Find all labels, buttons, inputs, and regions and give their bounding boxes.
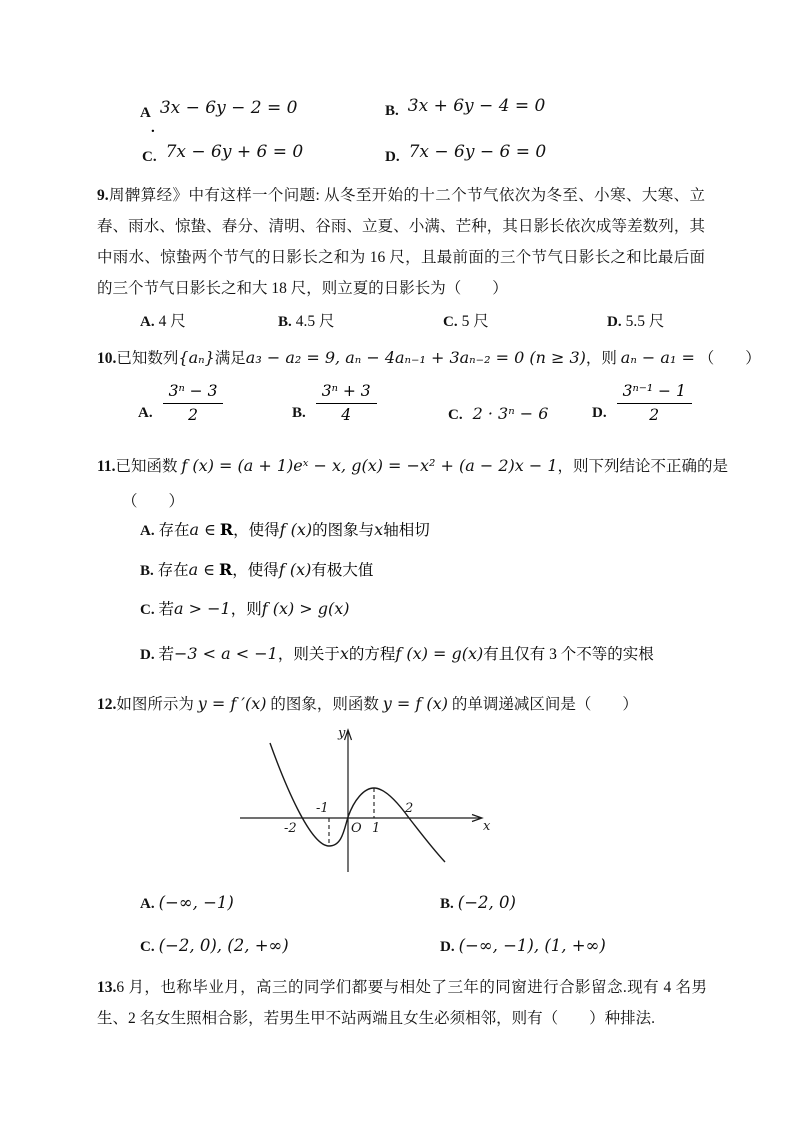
question-13	[97, 972, 707, 1034]
q8-option-b-label: B.	[385, 103, 399, 119]
q11-option-b-label: B.	[140, 563, 154, 579]
q10-option-b-label: B.	[292, 405, 306, 422]
origin-label: O	[351, 821, 362, 836]
q11-option-b-text3: 有极大值	[311, 562, 374, 579]
q12-text-2: 的图象，则函数	[270, 696, 379, 713]
q11-text-1: 已知函数	[115, 458, 178, 475]
q10-seq-notation: {aₙ}	[178, 348, 215, 367]
q10-option-a-label: A.	[138, 405, 153, 422]
q11-option-c-text: 若	[158, 601, 174, 618]
q11-option-a-label: A.	[140, 523, 155, 539]
real-set-symbol: R	[219, 520, 234, 539]
q10-option-d-fraction	[617, 381, 692, 425]
q8-option-a-period: .	[151, 120, 155, 136]
q11-option-b	[140, 558, 373, 580]
q11-option-a-text4: 轴相切	[383, 522, 430, 539]
q9-option-a-text: 4 尺	[158, 313, 186, 330]
q10-question-formula: aₙ − a₁ =	[620, 348, 695, 367]
q11-option-d-math: −3 < a < −1	[173, 644, 278, 663]
q11-option-a	[140, 518, 430, 540]
fraction-numerator: 3ⁿ + 3	[316, 381, 377, 404]
q9-text: 周髀算经》中有这样一个问题: 从冬至开始的十二个节气依次为冬至、小寒、大寒、立春、雨水、惊蛰、春分、清明、谷雨、立夏、小满、芒种，其日影长依次成等差数列，其中雨水、惊蛰两个节气的日影长之和为 16 尺，且最前面的三个节气日影长之和比最后面的三个节气日影长之和大 18 尺，则立夏的日影长为（ ）	[97, 187, 705, 297]
q11-option-d	[140, 642, 654, 664]
q8-option-b-formula: 3x + 6y − 4 = 0	[407, 96, 546, 116]
q10-option-c	[448, 381, 548, 427]
q12-text-1: 如图所示为	[116, 696, 194, 713]
q12-option-d-label: D.	[440, 939, 455, 955]
q10-option-b	[292, 381, 377, 425]
q11-option-d-text: 若	[158, 646, 174, 663]
q11-option-c-math: a > −1	[173, 599, 231, 618]
q11-option-c	[140, 597, 350, 619]
q11-option-c-math2: f (x) > g(x)	[261, 599, 350, 618]
q9-option-b-text: 4.5 尺	[295, 313, 335, 330]
q10-text-1: 已知数列	[116, 350, 179, 367]
q9-options	[0, 306, 794, 330]
tick-label-1: 1	[372, 821, 381, 836]
q11-option-b-text: 存在	[157, 562, 189, 579]
tick-label-neg1: -1	[316, 801, 329, 816]
q12-option-c-label: C.	[140, 939, 155, 955]
q9-option-a-label: A.	[140, 314, 155, 330]
q11-answer-paren: （ ）	[122, 493, 185, 510]
q11-option-a-math3: x	[374, 520, 384, 539]
question-10	[97, 342, 761, 374]
q12-option-c	[140, 936, 289, 956]
q12-derivative-formula: y = f ′(x)	[197, 694, 267, 713]
q12-option-d	[440, 936, 606, 956]
q11-option-b-math: a ∈	[188, 560, 216, 579]
q9-option-c-text: 5 尺	[461, 313, 489, 330]
q12-option-b	[440, 893, 516, 913]
q12-number: 12.	[97, 696, 117, 713]
question-11	[97, 450, 728, 482]
q9-option-d	[607, 306, 664, 337]
q9-option-b-label: B.	[278, 314, 292, 330]
fraction-denominator: 2	[188, 406, 198, 425]
derivative-curve	[270, 743, 445, 862]
q11-option-a-text2: ，使得	[233, 522, 280, 539]
q12-option-a	[140, 893, 234, 913]
q9-option-a	[140, 306, 186, 337]
question-9	[97, 180, 705, 304]
fraction-numerator: 3ⁿ⁻¹ − 1	[617, 381, 692, 404]
q8-option-d	[385, 142, 546, 166]
q10-recurrence-formula: a₃ − a₂ = 9, aₙ − 4aₙ₋₁ + 3aₙ₋₂ = 0 (n ≥ 3)	[245, 348, 586, 367]
fraction-denominator: 4	[341, 406, 352, 425]
q8-option-a-label: A	[140, 105, 151, 121]
q11-option-c-label: C.	[140, 602, 155, 618]
fraction-numerator: 3ⁿ − 3	[163, 381, 224, 404]
q8-option-d-label: D.	[385, 149, 400, 165]
q10-number: 10.	[97, 350, 117, 367]
q10-option-c-label: C.	[448, 407, 463, 423]
q9-option-d-text: 5.5 尺	[625, 313, 665, 330]
q10-answer-paren: （ ）	[698, 350, 761, 367]
q13-number: 13.	[97, 979, 117, 996]
q9-option-b	[278, 306, 335, 337]
q10-option-c-formula: 2 · 3ⁿ − 6	[472, 404, 549, 423]
q8-option-a-formula: 3x − 6y − 2 = 0	[159, 98, 298, 118]
q12-option-b-label: B.	[440, 896, 454, 912]
q11-option-a-math2: f (x)	[279, 520, 313, 539]
real-set-symbol: R	[219, 560, 233, 579]
x-axis-label: x	[483, 819, 491, 834]
q11-option-c-text2: ，则	[230, 601, 262, 618]
q8-option-c	[142, 142, 303, 166]
q9-number: 9.	[97, 187, 109, 204]
q11-option-a-text: 存在	[158, 522, 190, 539]
q8-option-d-formula: 7x − 6y − 6 = 0	[408, 142, 547, 162]
q9-option-c-label: C.	[443, 314, 458, 330]
q12-option-a-label: A.	[140, 896, 155, 912]
tick-label-neg2: -2	[284, 821, 297, 836]
q8-option-a	[140, 98, 297, 122]
question-12	[97, 688, 638, 720]
q9-option-d-label: D.	[607, 314, 622, 330]
q9-option-c	[443, 306, 489, 337]
q13-text: 6 月，也称毕业月，高三的同学们都要与相处了三年的同窗进行合影留念.现有 4 名男生、2 名女生照相合影，若男生甲不站两端且女生必须相邻，则有（ ）种排法.	[97, 979, 707, 1027]
q8-option-b	[385, 96, 545, 120]
q10-text-2: 满足	[214, 350, 246, 367]
q12-function-formula: y = f (x)	[382, 694, 448, 713]
q12-option-b-formula: (−2, 0)	[457, 893, 516, 912]
q12-text-3: 的单调递减区间是	[451, 696, 576, 713]
q11-option-d-math3: f (x) = g(x)	[395, 644, 484, 663]
q10-text-3: ，则	[585, 350, 617, 367]
q11-number: 11.	[97, 458, 116, 475]
q10-option-d-label: D.	[592, 405, 607, 422]
q11-option-b-text2: ，使得	[232, 562, 279, 579]
q10-option-d	[592, 381, 692, 425]
q12-derivative-graph	[232, 720, 492, 878]
q10-option-b-fraction	[316, 381, 377, 425]
q10-option-a-fraction	[163, 381, 224, 425]
q11-text-2: ，则下列结论不正确的是	[557, 458, 729, 475]
y-axis-label: y	[338, 726, 346, 741]
q12-option-c-formula: (−2, 0), (2, +∞)	[158, 936, 289, 955]
q12-option-d-formula: (−∞, −1), (1, +∞)	[458, 936, 606, 955]
q11-option-a-math: a ∈	[189, 520, 216, 539]
q11-option-d-text3: 的方程	[348, 646, 396, 663]
q11-functions-formula: f (x) = (a + 1)eˣ − x, g(x) = −x² + (a − 2)x − 1	[181, 456, 558, 475]
q10-option-a	[138, 381, 223, 425]
q8-option-c-label: C.	[142, 149, 157, 165]
q11-option-d-label: D.	[140, 647, 155, 663]
q11-option-d-math2: x	[339, 644, 349, 663]
fraction-denominator: 2	[649, 406, 660, 425]
q11-option-d-text2: ，则关于	[277, 646, 340, 663]
q12-option-a-formula: (−∞, −1)	[158, 893, 234, 912]
q11-option-b-math2: f (x)	[278, 560, 312, 579]
q8-option-c-formula: 7x − 6y + 6 = 0	[165, 142, 304, 162]
tick-label-2: 2	[405, 801, 414, 816]
q11-option-a-text3: 的图象与	[312, 522, 375, 539]
q11-option-d-text4: 有且仅有 3 个不等的实根	[483, 646, 654, 663]
q12-answer-paren: （ ）	[575, 696, 638, 713]
